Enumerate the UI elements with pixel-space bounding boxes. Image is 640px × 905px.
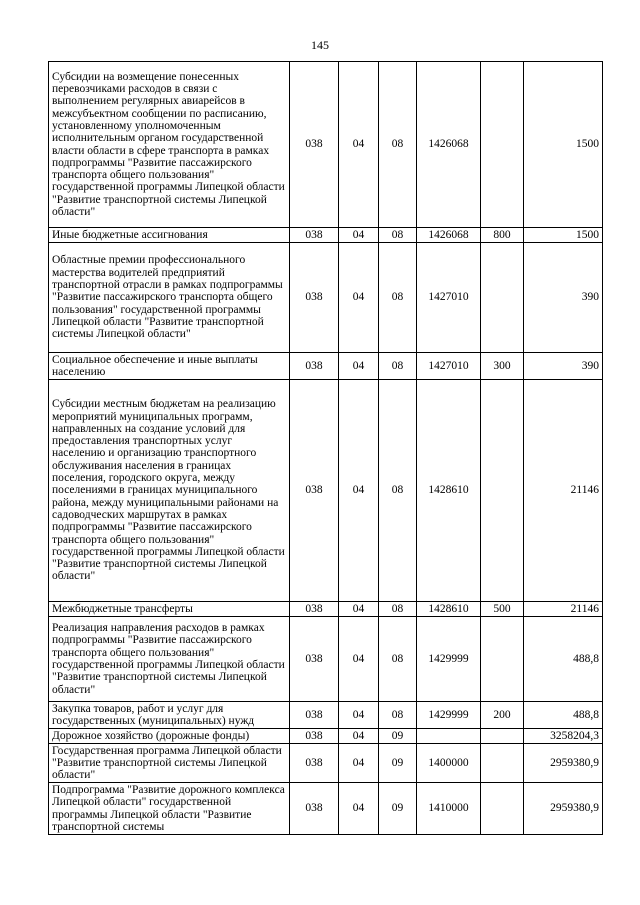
row-target-article: 1427010 <box>417 353 481 380</box>
row-section: 04 <box>339 744 379 783</box>
table-row <box>49 243 603 353</box>
row-subsection: 08 <box>379 702 417 729</box>
row-grbs: 038 <box>290 353 339 380</box>
row-target-article: 1428610 <box>417 380 481 602</box>
row-expense-type <box>481 380 524 602</box>
row-expense-type <box>481 243 524 353</box>
row-name: Реализация направления расходов в рамках подпрограммы "Развитие пассажирского транспорта общего пользования" государственной программы Липецкой области "Развитие транспортной системы Липецкой области" <box>49 617 290 702</box>
row-target-article: 1410000 <box>417 783 481 835</box>
row-expense-type <box>481 744 524 783</box>
row-sum: 1500 <box>524 62 603 228</box>
row-target-article: 1428610 <box>417 602 481 617</box>
row-target-article: 1429999 <box>417 702 481 729</box>
row-section: 04 <box>339 380 379 602</box>
row-expense-type: 800 <box>481 228 524 243</box>
row-sum: 488,8 <box>524 617 603 702</box>
table-row <box>49 380 603 602</box>
row-target-article: 1400000 <box>417 744 481 783</box>
table-row <box>49 353 603 380</box>
row-grbs: 038 <box>290 729 339 744</box>
row-subsection: 08 <box>379 228 417 243</box>
row-grbs: 038 <box>290 602 339 617</box>
row-subsection: 09 <box>379 783 417 835</box>
row-expense-type <box>481 783 524 835</box>
row-name: Дорожное хозяйство (дорожные фонды) <box>49 729 290 744</box>
row-grbs: 038 <box>290 62 339 228</box>
row-name: Социальное обеспечение и иные выплаты населению <box>49 353 290 380</box>
table-row <box>49 617 603 702</box>
row-sum: 488,8 <box>524 702 603 729</box>
row-expense-type <box>481 729 524 744</box>
page-number: 145 <box>311 38 329 52</box>
row-section: 04 <box>339 783 379 835</box>
row-section: 04 <box>339 702 379 729</box>
table-row <box>49 228 603 243</box>
row-sum: 3258204,3 <box>524 729 603 744</box>
row-section: 04 <box>339 729 379 744</box>
row-sum: 390 <box>524 353 603 380</box>
table-row <box>49 729 603 744</box>
table-row <box>49 62 603 228</box>
row-name: Субсидии местным бюджетам на реализацию мероприятий муниципальных программ, направленных на создание условий для предоставления транспортных услуг населению и организацию транспортного обслуживания населения в границах поселения, городского округа, между поселениями в границах муниципального района, между муниципальными районами на садоводческих маршрутах в рамках подпрограммы "Развитие пассажирского транспорта общего пользования" государственной программы Липецкой области "Развитие транспортной системы Липецкой области" <box>49 380 290 602</box>
row-subsection: 08 <box>379 380 417 602</box>
row-section: 04 <box>339 62 379 228</box>
row-section: 04 <box>339 617 379 702</box>
row-sum: 21146 <box>524 380 603 602</box>
table-row <box>49 744 603 783</box>
row-subsection: 08 <box>379 602 417 617</box>
row-target-article: 1427010 <box>417 243 481 353</box>
row-expense-type: 500 <box>481 602 524 617</box>
row-name: Субсидии на возмещение понесенных перевозчиками расходов в связи с выполнением регулярных авиарейсов в межсубъектном сообщении по расписанию, установленному уполномоченным исполнительным органом государственной власти области в сфере транспорта в рамках подпрограммы "Развитие пассажирского транспорта общего пользования" государственной программы Липецкой области "Развитие транспортной системы Липецкой области" <box>49 62 290 228</box>
row-subsection: 08 <box>379 243 417 353</box>
row-subsection: 08 <box>379 353 417 380</box>
row-target-article <box>417 729 481 744</box>
row-expense-type: 200 <box>481 702 524 729</box>
row-sum: 1500 <box>524 228 603 243</box>
row-grbs: 038 <box>290 744 339 783</box>
row-grbs: 038 <box>290 228 339 243</box>
row-section: 04 <box>339 602 379 617</box>
row-subsection: 08 <box>379 62 417 228</box>
row-sum: 2959380,9 <box>524 744 603 783</box>
row-grbs: 038 <box>290 783 339 835</box>
row-section: 04 <box>339 228 379 243</box>
row-target-article: 1429999 <box>417 617 481 702</box>
budget-table <box>48 61 603 835</box>
row-name: Государственная программа Липецкой области "Развитие транспортной системы Липецкой области" <box>49 744 290 783</box>
row-subsection: 09 <box>379 729 417 744</box>
row-expense-type <box>481 62 524 228</box>
row-grbs: 038 <box>290 702 339 729</box>
row-name: Областные премии профессионального мастерства водителей предприятий транспортной отрасли в рамках подпрограммы "Развитие пассажирского транспорта общего пользования" государственной программы Липецкой области "Развитие транспортной системы Липецкой области" <box>49 243 290 353</box>
row-expense-type: 300 <box>481 353 524 380</box>
row-sum: 390 <box>524 243 603 353</box>
row-name: Закупка товаров, работ и услуг для государственных (муниципальных) нужд <box>49 702 290 729</box>
row-subsection: 08 <box>379 617 417 702</box>
row-expense-type <box>481 617 524 702</box>
row-sum: 21146 <box>524 602 603 617</box>
row-grbs: 038 <box>290 243 339 353</box>
row-grbs: 038 <box>290 380 339 602</box>
table-row <box>49 602 603 617</box>
row-target-article: 1426068 <box>417 228 481 243</box>
table-row <box>49 702 603 729</box>
row-sum: 2959380,9 <box>524 783 603 835</box>
row-grbs: 038 <box>290 617 339 702</box>
row-name: Межбюджетные трансферты <box>49 602 290 617</box>
row-section: 04 <box>339 353 379 380</box>
row-name: Иные бюджетные ассигнования <box>49 228 290 243</box>
row-name: Подпрограмма "Развитие дорожного комплекса Липецкой области" государственной программы Липецкой области "Развитие транспортной системы <box>49 783 290 835</box>
row-section: 04 <box>339 243 379 353</box>
row-target-article: 1426068 <box>417 62 481 228</box>
table-row <box>49 783 603 835</box>
row-subsection: 09 <box>379 744 417 783</box>
